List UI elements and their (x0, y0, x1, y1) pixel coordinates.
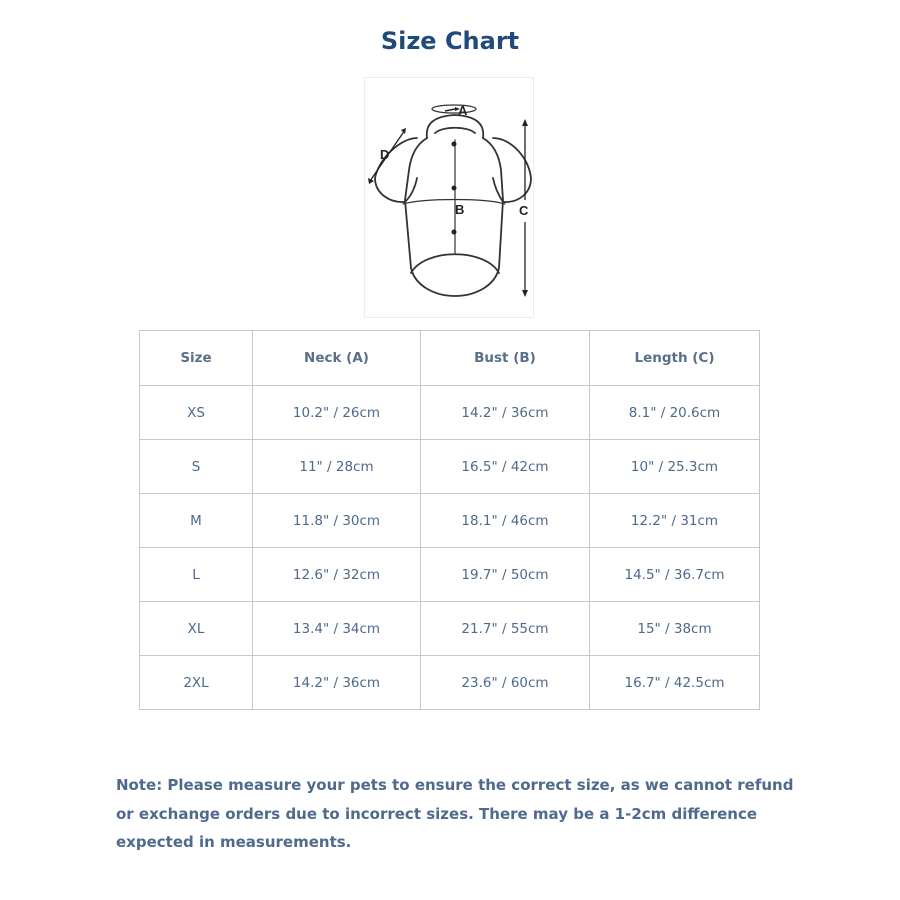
bust-cell: 16.5" / 42cm (421, 440, 590, 494)
length-cell: 15" / 38cm (590, 602, 760, 656)
length-cell: 14.5" / 36.7cm (590, 548, 760, 602)
length-cell: 16.7" / 42.5cm (590, 656, 760, 710)
size-cell: XS (140, 386, 253, 440)
label-b: B (455, 202, 465, 217)
label-d: D (380, 147, 390, 162)
dog-hoodie-illustration (365, 78, 535, 319)
table-row (140, 494, 760, 548)
measurement-diagram (364, 77, 534, 318)
waist-line (403, 200, 505, 205)
neck-cell: 11" / 28cm (253, 440, 421, 494)
header-neck: Neck (A) (253, 331, 421, 386)
neck-cell: 14.2" / 36cm (253, 656, 421, 710)
page-title: Size Chart (380, 27, 520, 55)
table-row (140, 386, 760, 440)
sizing-note: Note: Please measure your pets to ensure the correct size, as we cannot refund or exchange orders due to incorrect sizes. There may be a 1-2cm difference expected in measurements. (116, 776, 794, 851)
table-header-row (140, 331, 760, 386)
belly-curve (411, 254, 499, 273)
size-cell: M (140, 494, 253, 548)
neck-cell: 10.2" / 26cm (253, 386, 421, 440)
hood-inner (435, 128, 475, 133)
size-cell: S (140, 440, 253, 494)
header-length: Length (C) (590, 331, 760, 386)
size-cell: 2XL (140, 656, 253, 710)
bust-cell: 21.7" / 55cm (421, 602, 590, 656)
neck-cell: 12.6" / 32cm (253, 548, 421, 602)
bust-cell: 19.7" / 50cm (421, 548, 590, 602)
hood-outline (427, 115, 484, 138)
bust-cell: 18.1" / 46cm (421, 494, 590, 548)
body-outline (405, 138, 503, 296)
size-table (139, 330, 760, 710)
length-cell: 12.2" / 31cm (590, 494, 760, 548)
neck-cell: 11.8" / 30cm (253, 494, 421, 548)
table-row (140, 548, 760, 602)
table-row (140, 602, 760, 656)
length-cell: 10" / 25.3cm (590, 440, 760, 494)
neck-cell: 13.4" / 34cm (253, 602, 421, 656)
length-cell: 8.1" / 20.6cm (590, 386, 760, 440)
label-a: A (458, 103, 468, 118)
table-row (140, 656, 760, 710)
header-size: Size (140, 331, 253, 386)
table-row (140, 440, 760, 494)
bust-cell: 14.2" / 36cm (421, 386, 590, 440)
label-c: C (519, 203, 529, 218)
size-cell: L (140, 548, 253, 602)
header-bust: Bust (B) (421, 331, 590, 386)
bust-cell: 23.6" / 60cm (421, 656, 590, 710)
size-cell: XL (140, 602, 253, 656)
